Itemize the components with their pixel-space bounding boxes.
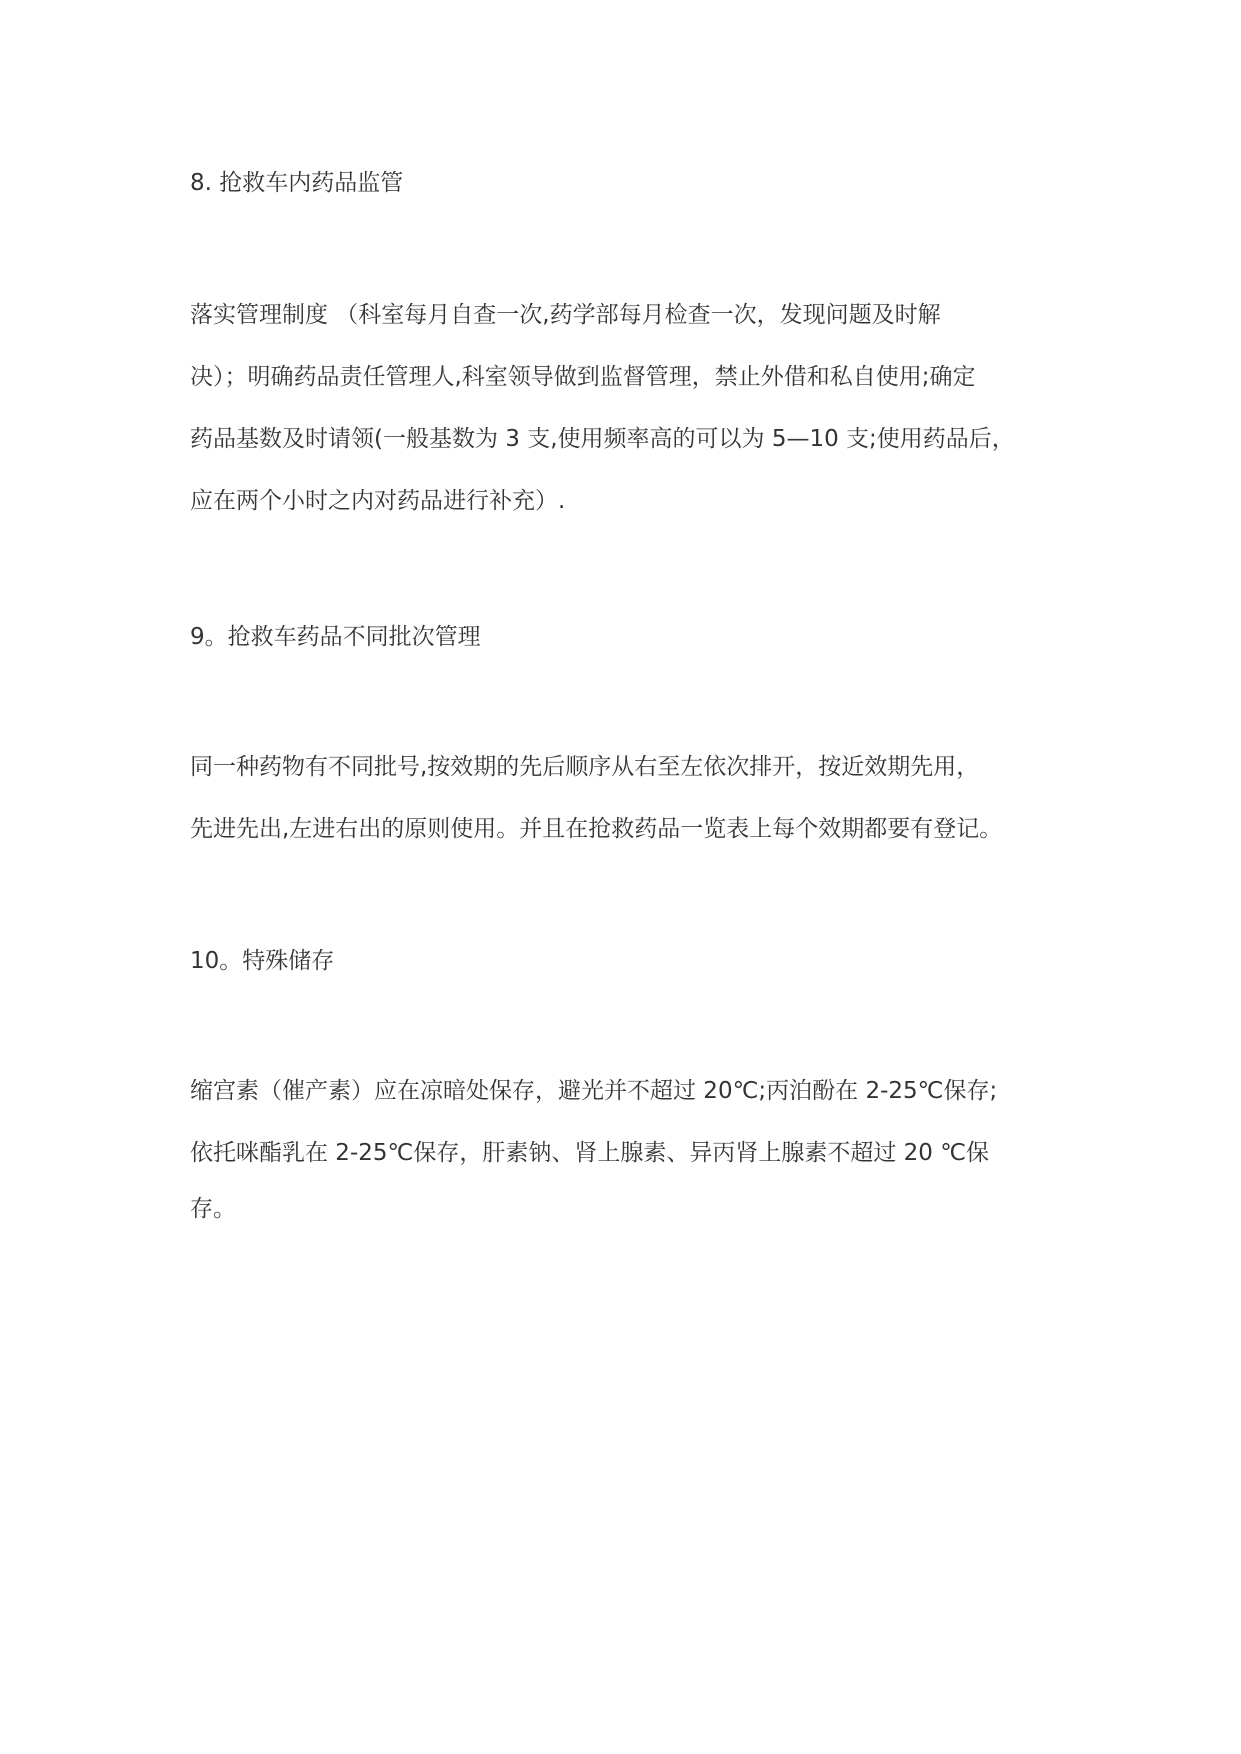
section-9-paragraph-line-2: 先进先出,左进右出的原则使用。并且在抢救药品一览表上每个效期都要有登记。	[190, 816, 1003, 842]
section-10-paragraph-line-1: 缩宫素（催产素）应在凉暗处保存，避光并不超过 20℃;丙泊酚在 2-25℃保存;	[190, 1078, 998, 1104]
section-8-paragraph-line-2: 决）；明确药品责任管理人,科室领导做到监督管理，禁止外借和私自使用;确定	[190, 364, 976, 390]
section-8-heading: 8. 抢救车内药品监管	[190, 170, 404, 196]
section-8-paragraph-line-1: 落实管理制度 （科室每月自查一次,药学部每月检查一次，发现问题及时解	[190, 302, 941, 328]
section-10-heading: 10。特殊储存	[190, 948, 335, 974]
section-9-paragraph-line-1: 同一种药物有不同批号,按效期的先后顺序从右至左依次排开，按近效期先用，	[190, 754, 980, 780]
section-10-paragraph-line-3: 存。	[190, 1196, 236, 1222]
section-8-paragraph-line-4: 应在两个小时之内对药品进行补充）.	[190, 488, 566, 514]
section-9-heading: 9。抢救车药品不同批次管理	[190, 624, 481, 650]
section-10-paragraph-line-2: 依托咪酯乳在 2-25℃保存，肝素钠、肾上腺素、异丙肾上腺素不超过 20 ℃保	[190, 1140, 990, 1166]
section-8-paragraph-line-3: 药品基数及时请领(一般基数为 3 支,使用频率高的可以为 5—10 支;使用药品后，	[190, 426, 1015, 452]
